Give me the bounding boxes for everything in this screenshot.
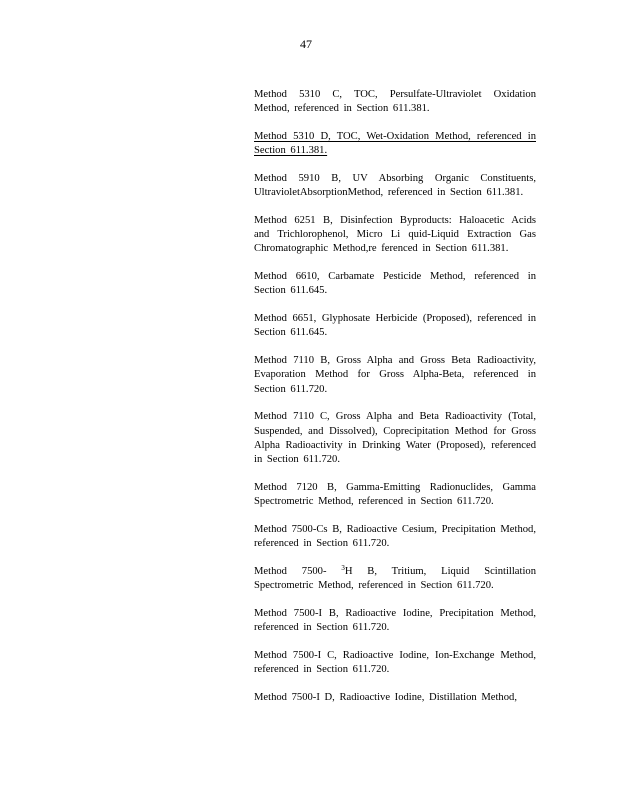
tritium-superscript: 3 (341, 563, 345, 572)
method-entry: Method 7110 C, Gross Alpha and Beta Radioactivity (Total, Suspended, and Dissolved), Coprecipitation Method for Gross Alpha Radioactivity in Drinking Water (Proposed), referenced in Section 611.720. (254, 411, 536, 466)
document-body (254, 88, 536, 719)
method-entry: Method 7110 B, Gross Alpha and Gross Beta Radioactivity, Evaporation Method for Gross Alpha-Beta, referenced in Section 611.720. (254, 355, 536, 395)
method-entry-tritium (254, 565, 536, 593)
method-entry: Method 5910 B, UV Absorbing Organic Constituents, UltravioletAbsorptionMethod, referenced in Section 611.381. (254, 173, 536, 199)
tritium-prefix: Method 7500- (254, 565, 342, 577)
method-entry: Method 7500-I B, Radioactive Iodine, Precipitation Method, referenced in Section 611.720. (254, 607, 536, 634)
method-entry: Method 7500-Cs B, Radioactive Cesium, Precipitation Method, referenced in Section 611.720. (254, 523, 536, 550)
tritium-rest: H B, Tritium, Liquid Scintillation Spectrometric Method, referenced in Section 611.720. (254, 565, 536, 592)
method-entry: Method 6610, Carbamate Pesticide Method, referenced in Section 611.645. (254, 271, 536, 297)
method-entry-underlined: Method 5310 D, TOC, Wet-Oxidation Method, referenced in Section 611.381. (254, 131, 536, 157)
method-entry: Method 5310 C, TOC, Persulfate-Ultraviolet Oxidation Method, referenced in Section 611.381. (254, 89, 536, 115)
method-entry: Method 6651, Glyphosate Herbicide (Proposed), referenced in Section 611.645. (254, 313, 536, 339)
method-entry: Method 7120 B, Gamma-Emitting Radionuclides, Gamma Spectrometric Method, referenced in Section 611.720. (254, 481, 536, 508)
method-entry: Method 7500-I C, Radioactive Iodine, Ion-Exchange Method, referenced in Section 611.720. (254, 649, 536, 676)
page-number: 47 (300, 37, 312, 51)
method-entry: Method 6251 B, Disinfection Byproducts: Haloacetic Acids and Trichlorophenol, Micro Li quid-Liquid Extraction Gas Chromatographic Method,re ferenced in Section 611.381. (254, 215, 536, 255)
method-entry: Method 7500-I D, Radioactive Iodine, Distillation Method, (254, 691, 517, 703)
